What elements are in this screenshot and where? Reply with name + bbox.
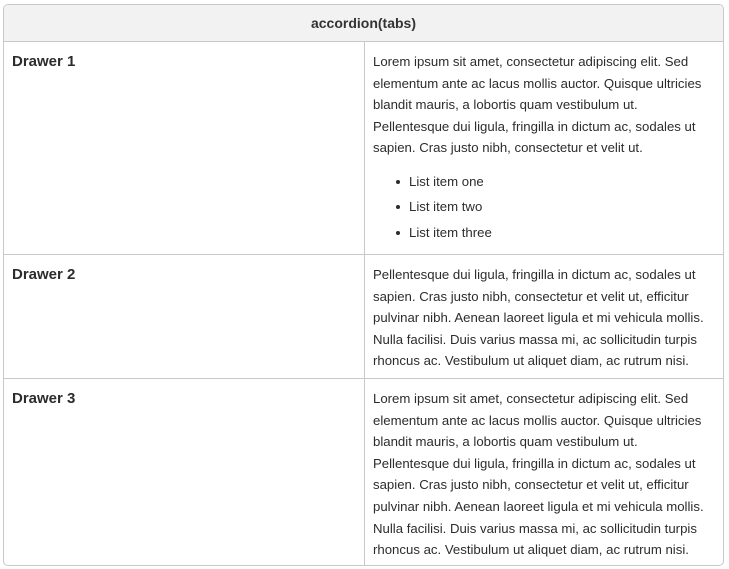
drawer-3-content: [365, 379, 723, 566]
drawer-2-label: Drawer 2: [4, 255, 365, 378]
list-item: List item two: [409, 194, 715, 220]
table-header: [4, 5, 723, 42]
table-row-drawer-2: [4, 255, 723, 379]
table-row-drawer-1: [4, 42, 723, 255]
drawer-2-text: Pellentesque dui ligula, fringilla in dictum ac, sodales ut sapien. Cras justo nibh, consectetur et velit ut, efficitur pulvinar nibh. Aenean laoreet ligula et mi vehicula mollis. Nulla facilisi. Duis varius massa mi, ac sollicitudin turpis rhoncus ac. Vestibulum ut aliquet diam, ac rutrum nisi.: [373, 267, 704, 369]
drawer-1-content: [365, 42, 723, 254]
drawer-1-text: Lorem ipsum sit amet, consectetur adipiscing elit. Sed elementum ante ac lacus mollis auctor. Quisque ultricies blandit mauris, a lobortis quam vestibulum ut. Pellentesque dui ligula, fringilla in dictum ac, sodales ut sapien. Cras justo nibh, consectetur et velit ut.: [373, 54, 702, 156]
accordion-table: [3, 4, 724, 566]
drawer-3-label: Drawer 3: [4, 379, 365, 566]
drawer-3-text: Lorem ipsum sit amet, consectetur adipiscing elit. Sed elementum ante ac lacus mollis auctor. Quisque ultricies blandit mauris, a lobortis quam vestibulum ut. Pellentesque dui ligula, fringilla in dictum ac, sodales ut sapien. Cras justo nibh, consectetur et velit ut, efficitur pulvinar nibh. Aenean laoreet ligula et mi vehicula mollis. Nulla facilisi. Duis varius massa mi, ac sollicitudin turpis rhoncus ac. Vestibulum ut aliquet diam, ac rutrum nisi.: [373, 391, 704, 558]
list-item: List item three: [409, 220, 715, 246]
drawer-1-label: Drawer 1: [4, 42, 365, 254]
drawer-1-list: [373, 169, 715, 246]
drawer-2-content: [365, 255, 723, 378]
table-title: accordion(tabs): [310, 15, 416, 31]
list-item: List item one: [409, 169, 715, 195]
table-row-drawer-3: [4, 379, 723, 566]
